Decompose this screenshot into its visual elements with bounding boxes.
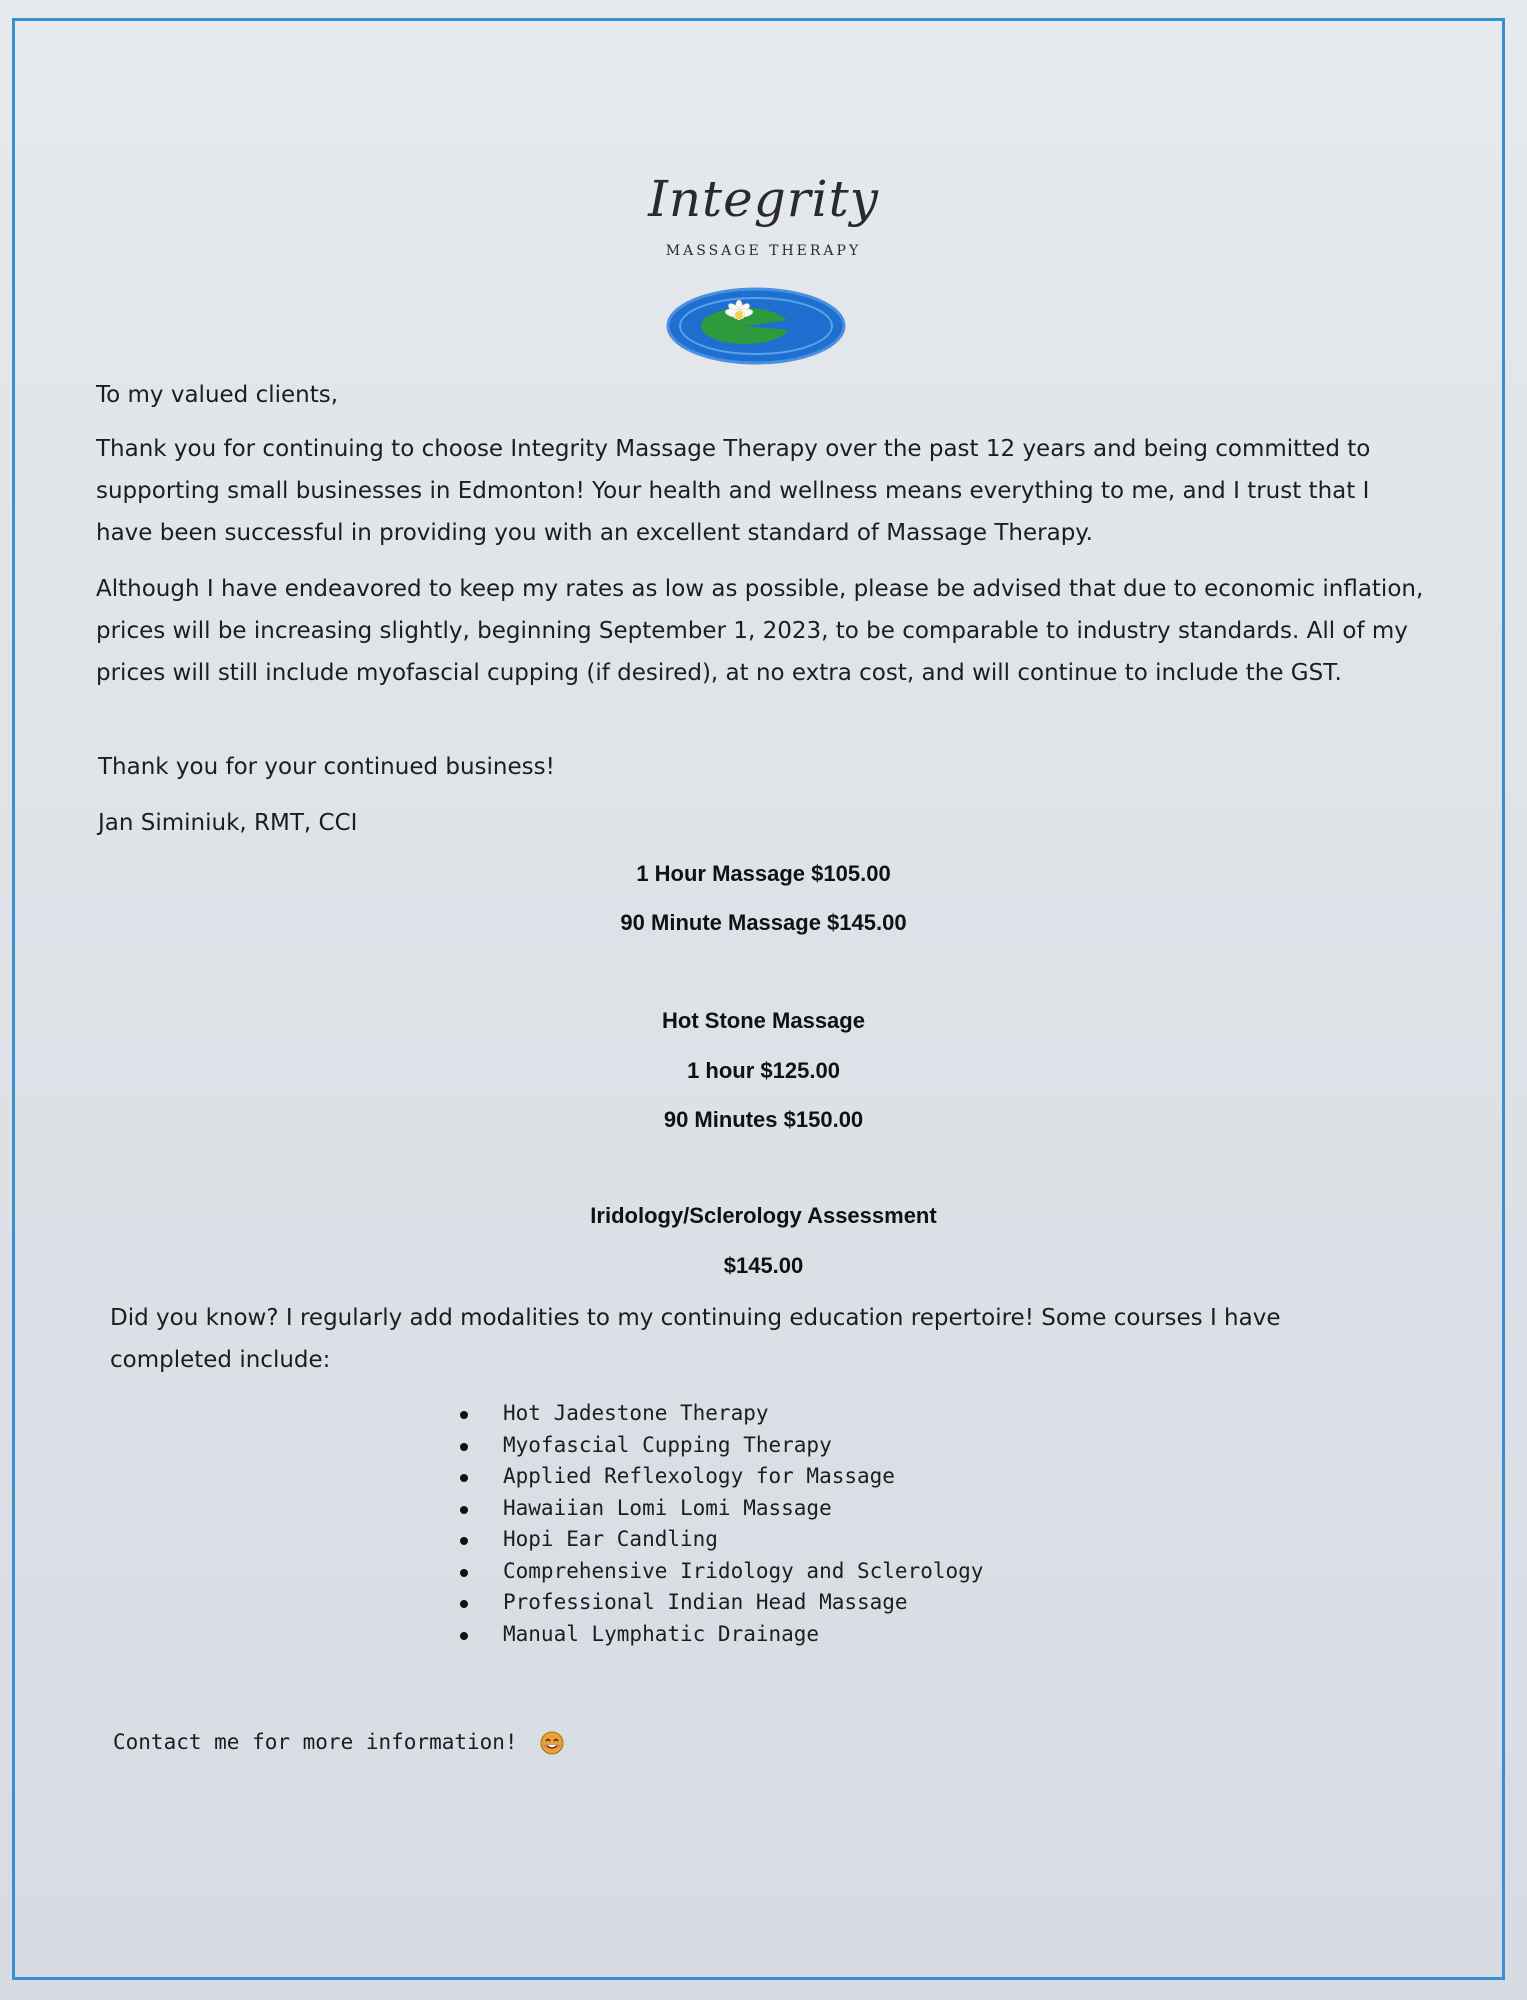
- price-hot-stone-90min: 90 Minutes $150.00: [663, 1107, 864, 1132]
- course-item: Applied Reflexology for Massage: [455, 1461, 983, 1493]
- contact-text: Contact me for more information!: [113, 1730, 518, 1754]
- thanks-line: Thank you for your continued business!: [98, 754, 555, 780]
- logo-title: Integrity: [648, 170, 879, 228]
- salutation: To my valued clients,: [96, 382, 339, 408]
- contact-line: [113, 1730, 564, 1755]
- course-item: Manual Lymphatic Drainage: [455, 1619, 983, 1651]
- course-item: Hot Jadestone Therapy: [455, 1398, 983, 1430]
- course-item: Hopi Ear Candling: [455, 1524, 983, 1556]
- course-list: [455, 1398, 983, 1650]
- course-item: Comprehensive Iridology and Sclerology: [455, 1556, 983, 1588]
- education-intro: Did you know? I regularly add modalities to my continuing education repertoire! Some courses I have completed include:: [110, 1305, 1281, 1373]
- smiley-face-icon: [540, 1731, 564, 1755]
- course-item: Professional Indian Head Massage: [455, 1587, 983, 1619]
- iridology-heading: Iridology/Sclerology Assessment: [590, 1203, 937, 1228]
- course-item: Hawaiian Lomi Lomi Massage: [455, 1493, 983, 1525]
- price-90min-massage: 90 Minute Massage $145.00: [620, 910, 907, 935]
- signature: Jan Siminiuk, RMT, CCI: [98, 810, 358, 836]
- logo-subtitle: MASSAGE THERAPY: [665, 243, 862, 259]
- lily-pad-icon: [665, 286, 847, 366]
- course-item: Myofascial Cupping Therapy: [455, 1430, 983, 1462]
- pricing-paragraph: Although I have endeavored to keep my rates as low as possible, please be advised that due to economic inflation, prices will be increasing slightly, beginning September 1, 2023, to be comparable to industry standards. All of my prices will still include myofascial cupping (if desired), at no extra cost, and will continue to include the GST.: [96, 576, 1424, 686]
- price-1hr-massage: 1 Hour Massage $105.00: [636, 861, 891, 886]
- intro-paragraph: Thank you for continuing to choose Integrity Massage Therapy over the past 12 years and being committed to supporting small businesses in Edmonton! Your health and wellness means everything to me, and I trust that I have been successful in providing you with an excellent standard of Massage Therapy.: [96, 436, 1371, 546]
- price-hot-stone-1hr: 1 hour $125.00: [687, 1058, 840, 1083]
- hot-stone-heading: Hot Stone Massage: [662, 1008, 865, 1033]
- price-iridology: $145.00: [723, 1253, 804, 1278]
